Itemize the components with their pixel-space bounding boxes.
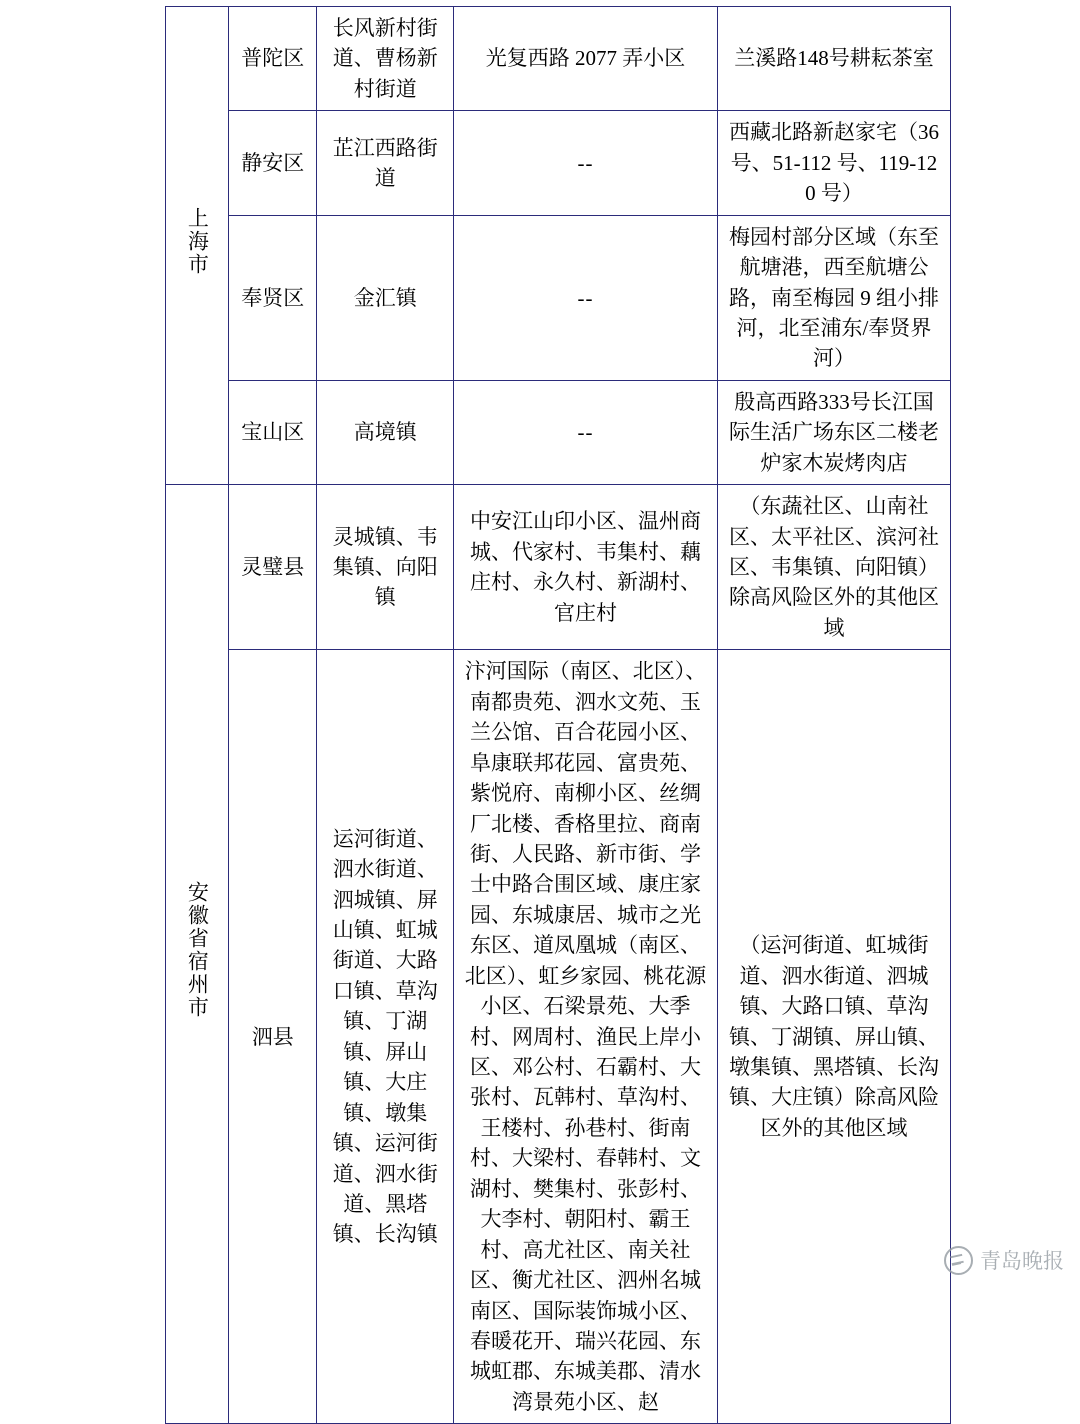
table-row bbox=[166, 111, 951, 215]
street-cell: 运河街道、泗水街道、泗城镇、屏山镇、虹城街道、大路口镇、草沟镇、丁湖镇、屏山镇、大庄镇、墩集镇、运河街道、泗水街道、黑塔镇、长沟镇 bbox=[317, 650, 454, 1424]
province-cell: 安徽省宿州市 bbox=[166, 485, 229, 1424]
middle-cell: -- bbox=[454, 215, 718, 380]
right-cell: 梅园村部分区域（东至航塘港，西至航塘公路，南至梅园 9 组小排河，北至浦东/奉贤界河） bbox=[717, 215, 950, 380]
district-cell: 宝山区 bbox=[229, 380, 317, 484]
district-cell: 灵璧县 bbox=[229, 485, 317, 650]
middle-cell: -- bbox=[454, 111, 718, 215]
middle-cell: 汴河国际（南区、北区）、南都贵苑、泗水文苑、玉兰公馆、百合花园小区、阜康联邦花园、富贵苑、紫悦府、南柳小区、丝绸厂北楼、香格里拉、商南街、人民路、新市街、学士中路合围区域、康庄家园、东城康居、城市之光东区、道凤凰城（南区、北区）、虹乡家园、桃花源小区、石梁景苑、大季村、网周村、渔民上岸小区、邓公村、石霸村、大张村、瓦韩村、草沟村、王楼村、孙巷村、街南村、大梁村、春韩村、文湖村、樊集村、张彭村、大李村、朝阳村、霸王村、高尤社区、南关社区、衡尤社区、泗州名城南区、国际装饰城小区、春暖花开、瑞兴花园、东城虹郡、东城美郡、清水湾景苑小区、赵 bbox=[454, 650, 718, 1424]
province-cell: 上海市 bbox=[166, 7, 229, 485]
table-row bbox=[166, 650, 951, 1424]
district-cell: 普陀区 bbox=[229, 7, 317, 111]
watermark-label: 青岛晚报 bbox=[980, 1250, 1064, 1273]
right-cell: （运河街道、虹城街道、泗水街道、泗城镇、大路口镇、草沟镇、丁湖镇、屏山镇、墩集镇、黑塔镇、长沟镇、大庄镇）除高风险区外的其他区域 bbox=[717, 650, 950, 1424]
right-cell: 西藏北路新赵家宅（36号、51-112 号、119-120 号） bbox=[717, 111, 950, 215]
table-row bbox=[166, 485, 951, 650]
middle-cell: -- bbox=[454, 380, 718, 484]
right-cell: 殷高西路333号长江国际生活广场东区二楼老炉家木炭烤肉店 bbox=[717, 380, 950, 484]
street-cell: 金汇镇 bbox=[317, 215, 454, 380]
street-cell: 灵城镇、韦集镇、向阳镇 bbox=[317, 485, 454, 650]
street-cell: 芷江西路街道 bbox=[317, 111, 454, 215]
right-cell: 兰溪路148号耕耘茶室 bbox=[717, 7, 950, 111]
middle-cell: 光复西路 2077 弄小区 bbox=[454, 7, 718, 111]
street-cell: 高境镇 bbox=[317, 380, 454, 484]
table-row bbox=[166, 380, 951, 484]
right-cell: （东蔬社区、山南社区、太平社区、滨河社区、韦集镇、向阳镇）除高风险区外的其他区域 bbox=[717, 485, 950, 650]
table-row bbox=[166, 7, 951, 111]
district-cell: 静安区 bbox=[229, 111, 317, 215]
district-cell: 奉贤区 bbox=[229, 215, 317, 380]
middle-cell: 中安江山印小区、温州商城、代家村、韦集村、藕庄村、永久村、新湖村、官庄村 bbox=[454, 485, 718, 650]
watermark bbox=[944, 1245, 1064, 1275]
risk-area-table bbox=[165, 6, 951, 1424]
district-cell: 泗县 bbox=[229, 650, 317, 1424]
table-row bbox=[166, 215, 951, 380]
street-cell: 长风新村街道、曹杨新村街道 bbox=[317, 7, 454, 111]
weibo-icon bbox=[944, 1246, 973, 1275]
